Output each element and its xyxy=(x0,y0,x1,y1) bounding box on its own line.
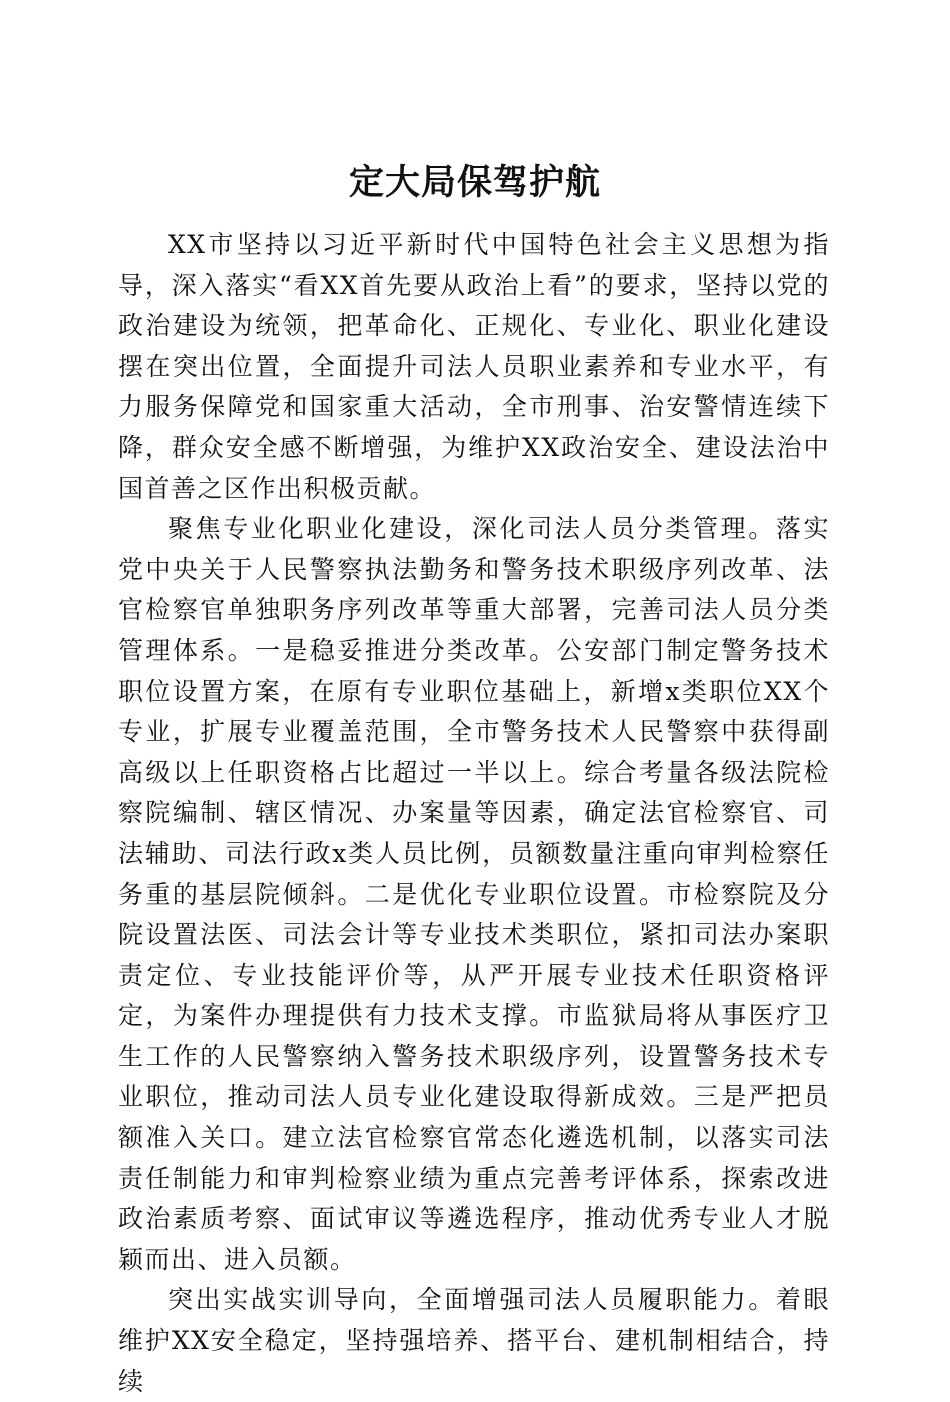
paragraph-classification-management: 聚焦专业化职业化建设，深化司法人员分类管理。落实党中央关于人民警察执法勤务和警务技术职级序列改革、法官检察官单独职务序列改革等重大部署，完善司法人员分类管理体系。一是稳妥推进分类改革。公安部门制定警务技术职位设置方案，在原有专业职位基础上，新增x类职位XX个专业，扩展专业覆盖范围，全市警务技术人民警察中获得副高级以上任职资格占比超过一半以上。综合考量各级法院检察院编制、辖区情况、办案量等因素，确定法官检察官、司法辅助、司法行政x类人员比例，员额数量注重向审判检察任务重的基层院倾斜。二是优化专业职位设置。市检察院及分院设置法医、司法会计等专业技术类职位，紧扣司法办案职责定位、专业技能评价等，从严开展专业技术任职资格评定，为案件办理提供有力技术支撑。市监狱局将从事医疗卫生工作的人民警察纳入警务技术职级序列，设置警务技术专业职位，推动司法人员专业化建设取得新成效。三是严把员额准入关口。建立法官检察官常态化遴选机制，以落实司法责任制能力和审判检察业绩为重点完善考评体系，探索改进政治素质考察、面试审议等遴选程序，推动优秀专业人才脱颖而出、进入员额。 xyxy=(118,514,830,1274)
document-title: 定大局保驾护航 xyxy=(348,162,601,203)
paragraph-intro: XX市坚持以习近平新时代中国特色社会主义思想为指导，深入落实“看XX首先要从政治上看”的要求，坚持以党的政治建设为统领，把革命化、正规化、专业化、职业化建设摆在突出位置，全面提升司法人员职业素养和专业水平，有力服务保障党和国家重大活动，全市刑事、治安警情连续下降，群众安全感不断增强，为维护XX政治安全、建设法治中国首善之区作出积极贡献。 xyxy=(118,230,830,503)
document-body xyxy=(118,225,830,1402)
paragraph-practical-training: 突出实战实训导向，全面增强司法人员履职能力。着眼维护XX安全稳定，坚持强培养、搭平台、建机制相结合，持续 xyxy=(118,1285,830,1396)
